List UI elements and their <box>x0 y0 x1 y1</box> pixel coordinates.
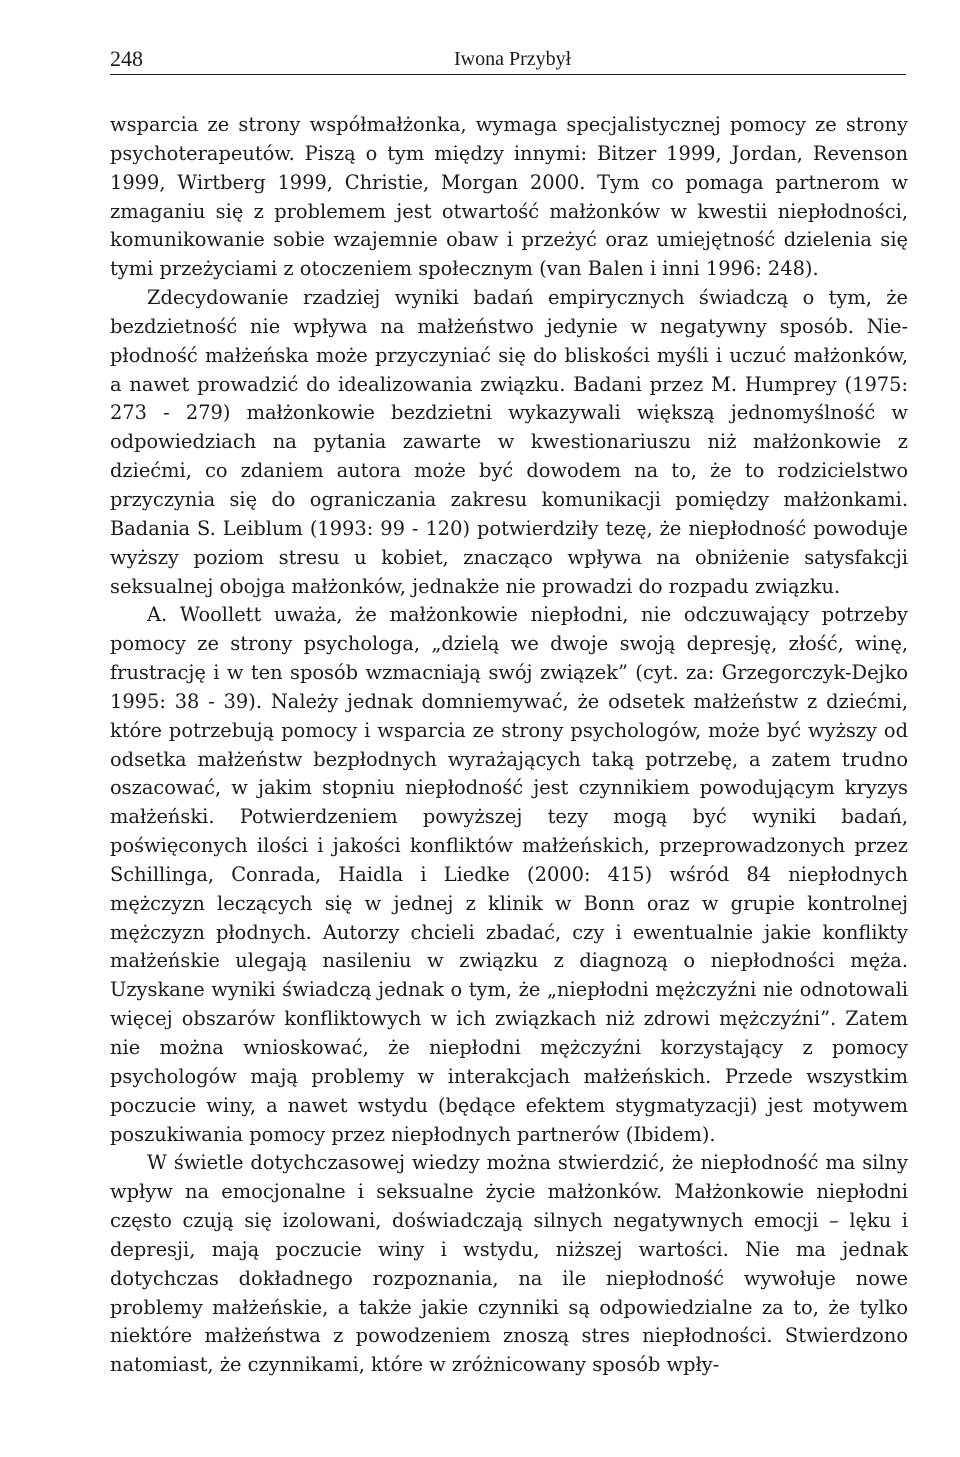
paragraph: A. Woollett uważa, że małżonkowie niepłodni, nie odczuwający potrzeby pomocy ze strony psychologa, „dzielą we dwoje swoją depresję, złość, winę, frustrację i w ten sposób wzmacniają swój związek” (cyt. za: Grzegorczyk-Dejko 1995: 38 - 39). Należy jednak domniemywać, że odsetek małżeństw z dziećmi, które potrzebują pomocy i wsparcia ze strony psychologów, może być wyższy od odsetka małżeństw bezpłodnych wyrażających taką potrzebę, a zatem trudno oszacować, w jakim stopniu niepłodność jest czynnikiem powodującym kryzys małżeński. Potwierdzeniem powyższej tezy mogą być wyniki badań, poświęconych ilości i jakości konfliktów małżeńskich, przeprowadzonych przez Schillinga, Conrada, Haidla i Liedke (2000: 415) wśród 84 niepłodnych mężczyzn leczących się w jednej z klinik w Bonn oraz w grupie kontrolnej mężczyzn płodnych. Autorzy chcieli zbadać, czy i ewentualnie jakie konflikty małżeńskie ulegają nasileniu w związku z diagnozą o niepłodności męża. Uzyskane wyniki świadczą jednak o tym, że „niepłodni mężczyźni nie odnotowali więcej obszarów konfliktowych w ich związkach niż zdrowi mężczyźni”. Zatem nie można wnioskować, że niepłodni mężczyźni korzystający z pomocy psychologów mają problemy w interakcjach małżeńskich. Przede wszystkim poczucie winy, a nawet wstydu (będące efektem stygmatyzacji) jest motywem poszukiwania pomocy przez niepłodnych partnerów (Ibidem). <box>110 603 908 1146</box>
running-header <box>110 40 906 75</box>
page-number: 248 <box>110 46 143 71</box>
running-header-author: Iwona Przybył <box>454 48 572 70</box>
paragraph: W świetle dotychczasowej wiedzy można stwierdzić, że niepłodność ma silny wpływ na emocjonalne i seksualne życie małżonków. Małżonkowie niepłodni często czują się izolowani, doświadczają silnych negatywnych emocji – lęku i depresji, mają poczucie winy i wstydu, niższej wartości. Nie ma jednak dotychczas dokładnego rozpoznania, na ile niepłodność wywołuje nowe problemy małżeńskie, a także jakie czynniki są odpowiedzialne za to, że tylko niektóre małżeństwa z powodzeniem znoszą stres niepłodności. Stwierdzono natomiast, że czynnikami, które w zróżnicowany sposób wpły- <box>110 1151 908 1377</box>
paragraph: wsparcia ze strony współmałżonka, wymaga specjalistycznej pomocy ze strony psychoterapeutów. Piszą o tym między innymi: Bitzer 1999, Jordan, Revenson 1999, Wirtberg 1999, Christie, Morgan 2000. Tym co pomaga partnerom w zmaganiu się z problemem jest otwartość małżonków w kwestii niepłodności, komunikowanie sobie wzajemnie obaw i przeżyć oraz umiejętność dzielenia się tymi przeżyciami z otoczeniem społecznym (van Balen i inni 1996: 248). <box>110 113 908 281</box>
paragraph: Zdecydowanie rzadziej wyniki badań empirycznych świadczą o tym, że bezdzietność nie wpływa na małżeństwo jedynie w negatywny sposób. Niepłodność małżeńska może przyczyniać się do bliskości myśli i uczuć małżonków, a nawet prowadzić do idealizowania związku. Badani przez M. Humprey (1975: 273 - 279) małżonkowie bezdzietni wykazywali większą jednomyślność w odpowiedziach na pytania zawarte w kwestionariuszu niż małżonkowie z dziećmi, co zdaniem autora może być dowodem na to, że to rodzicielstwo przyczynia się do ograniczania zakresu komunikacji pomiędzy małżonkami. Badania S. Leiblum (1993: 99 - 120) potwierdziły tezę, że niepłodność powoduje wyższy poziom stresu u kobiet, znacząco wpływa na obniżenie satysfakcji seksualnej obojga małżonków, jednakże nie prowadzi do rozpadu związku. <box>110 286 908 598</box>
body-text <box>110 111 908 1380</box>
